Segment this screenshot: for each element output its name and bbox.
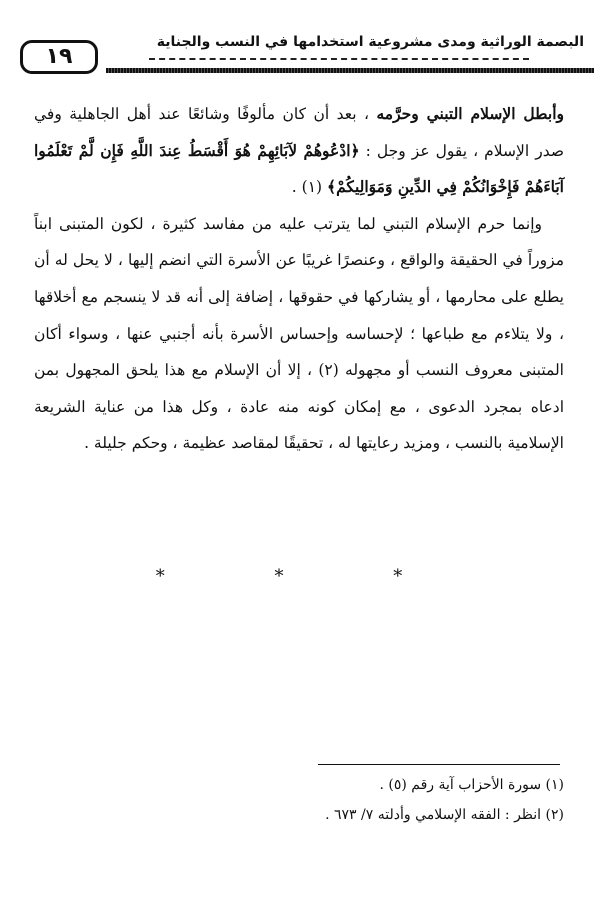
paragraph-1-lead: وأبطل الإسلام التبني وحرَّمه <box>376 104 564 123</box>
header-dashed-line <box>149 58 529 60</box>
footnotes <box>44 770 564 830</box>
paragraph-2: وإنما حرم الإسلام التبني لما يترتب عليه من مفاسد كثيرة ، لكون المتبنى ابناً مزوراً في الحقيقة والواقع ، وعنصرًا غريبًا عن الأسرة التي انضم إليها ، لا يحل له أن يطلع على محارمها ، أو يشاركها في حقوقها ، إضافة إلى أنه قد لا ينسجم مع أخلاقها ، ولا يتلاءم مع طباعها ؛ لإحساسه وإحساس الأسرة بأنه أجنبي عنها ، وسواء أكان المتبنى معروف النسب أو مجهوله (٢) ، إلا أن الإسلام مع هذا يلحق المجهول بمن ادعاه بمجرد الدعوى ، مع إمكان كونه منه عادة ، وكل هذا من عناية الشريعة الإسلامية بالنسب ، ومزيد رعايتها له ، تحقيقًا لمقاصد عظيمة ، وحكم جليلة . <box>34 214 564 453</box>
running-title: البصمة الوراثية ومدى مشروعية استخدامها في النسب والجناية <box>156 34 584 50</box>
paragraph-1-footnote-ref: (١) . <box>291 178 327 197</box>
main-text <box>34 96 564 462</box>
quran-verse: ﴿ادْعُوهُمْ لآبَائِهِمْ هُوَ أَقْسَطُ عِندَ اللَّهِ فَإِن لَّمْ تَعْلَمُوا آبَاءَهُمْ فَإِخْوَانُكُمْ فِي الدِّينِ وَمَوَالِيكُمْ﴾ <box>34 140 564 197</box>
paragraph-1 <box>34 96 564 206</box>
header-rule <box>106 68 594 73</box>
page-header <box>14 30 594 78</box>
paragraph-1-text: ، بعد أن كان مألوفًا وشائعًا عند أهل الجاهلية وفي صدر الإسلام ، يقول عز وجل : <box>34 105 564 160</box>
page-number: ١٩ <box>20 40 98 74</box>
section-separator: * * * <box>155 566 455 587</box>
footnote-1: (١) سورة الأحزاب آية رقم (٥) . <box>379 777 564 793</box>
footnote-rule <box>318 764 560 765</box>
footnote-2: (٢) انظر : الفقه الإسلامي وأدلته ٧/ ٦٧٣ . <box>325 807 564 823</box>
